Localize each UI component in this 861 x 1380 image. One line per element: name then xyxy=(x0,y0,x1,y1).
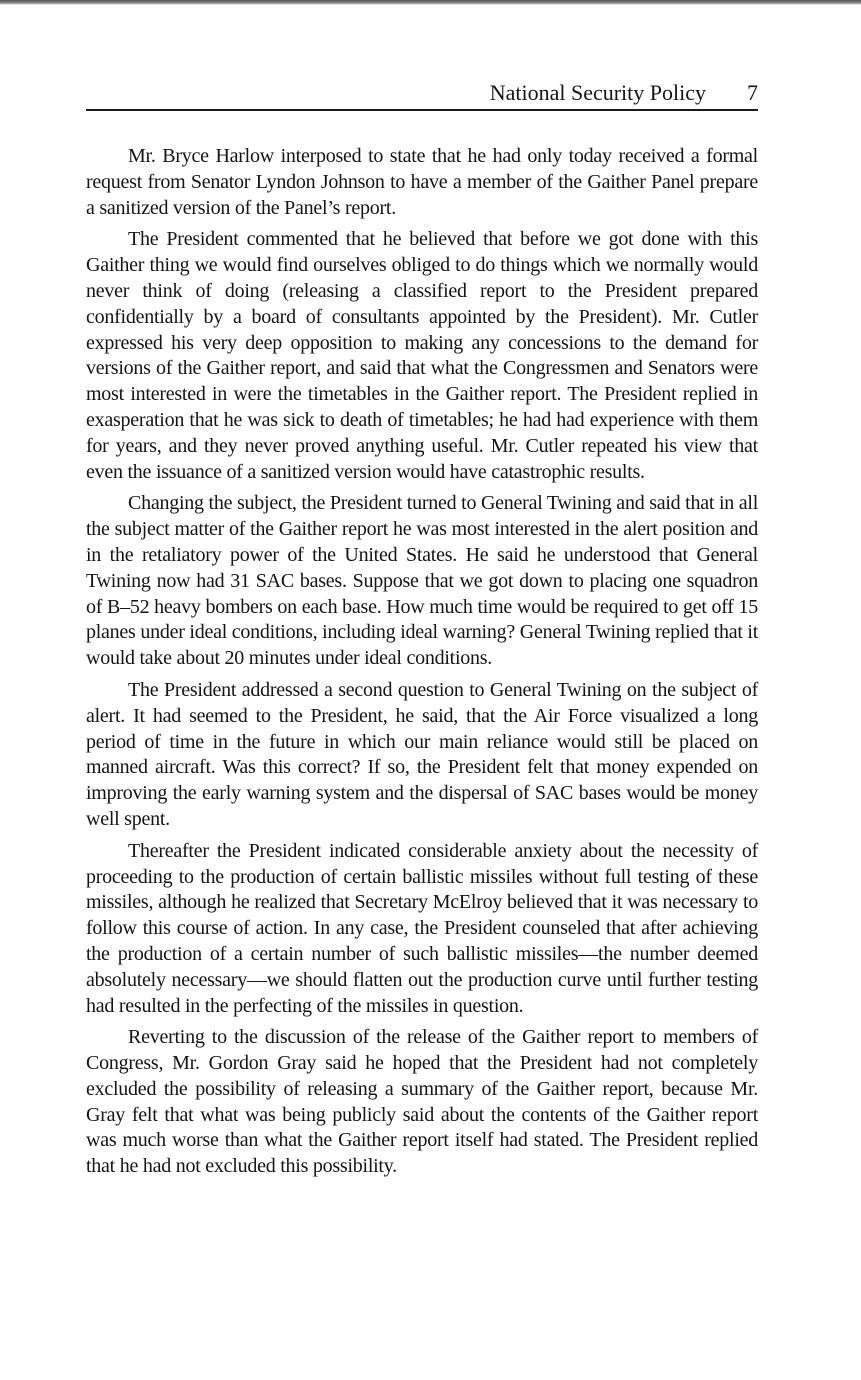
paragraph-president-gaither-comment: The President commented that he believed that before we got done with this Gaither thing we would find ourselves obliged to do things which we normally would never think of doing (releasing a classified report to the President prepared confidentially by a board of consultants appointed by the President). Mr. Cutler expressed his very deep opposition to making any concessions to the demand for versions of the Gaither report, and said that what the Congressmen and Senators were most interested in were the timetables in the Gaither report. The President replied in exasperation that he was sick to death of timetables; he had had experience with them for years, and they never proved anything useful. Mr. Cutler repeated his view that even the issuance of a sanitized version would have catastrophic results. xyxy=(86,228,758,483)
page-number: 7 xyxy=(747,80,758,105)
running-title: National Security Policy xyxy=(489,80,706,105)
page-scan-edge xyxy=(0,0,861,5)
paragraph-alert-question: The President addressed a second question to General Twining on the subject of alert. It had seemed to the President, he said, that the Air Force visualized a long period of time in the future in which our main reliance would still be placed on manned aircraft. Was this correct? If so, the President felt that money expended on improving the early warning system and the dispersal of SAC bases would be money well spent. xyxy=(86,678,758,830)
body-text xyxy=(86,144,758,1186)
paragraph-gray-summary: Reverting to the discussion of the release of the Gaither report to members of Congress, Mr. Gordon Gray said he hoped that the President had not completely excluded the possibility of releasing a summary of the Gaither report, because Mr. Gray felt that what was being publicly said about the contents of the Gaither report was much worse than what the Gaither report itself had stated. The President replied that he had not excluded this possibility. xyxy=(86,1026,758,1178)
paragraph-harlow-request: Mr. Bryce Harlow interposed to state that he had only today received a formal request from Senator Lyndon Johnson to have a member of the Gaither Panel prepare a sanitized version of the Panel’s report. xyxy=(86,145,758,219)
paragraph-twining-sac-bases: Changing the subject, the President turned to General Twining and said that in all the subject matter of the Gaither report he was most interested in the alert position and in the retaliatory power of the United States. He said he understood that General Twining now had 31 SAC bases. Suppose that we got down to placing one squadron of B–52 heavy bombers on each base. How much time would be required to get off 15 planes under ideal conditions, including ideal warning? General Twining replied that it would take about 20 minutes under ideal conditions. xyxy=(86,492,758,670)
paragraph-ballistic-missiles: Thereafter the President indicated considerable anxiety about the necessity of proceeding to the production of certain ballistic missiles without full testing of these missiles, although he realized that Secretary McElroy believed that it was necessary to follow this course of action. In any case, the President counseled that after achieving the production of a certain number of such ballistic missiles—the number deemed absolutely necessary—we should flatten out the production curve until further testing had resulted in the perfecting of the missiles in question. xyxy=(86,839,758,1017)
running-header xyxy=(86,76,758,111)
